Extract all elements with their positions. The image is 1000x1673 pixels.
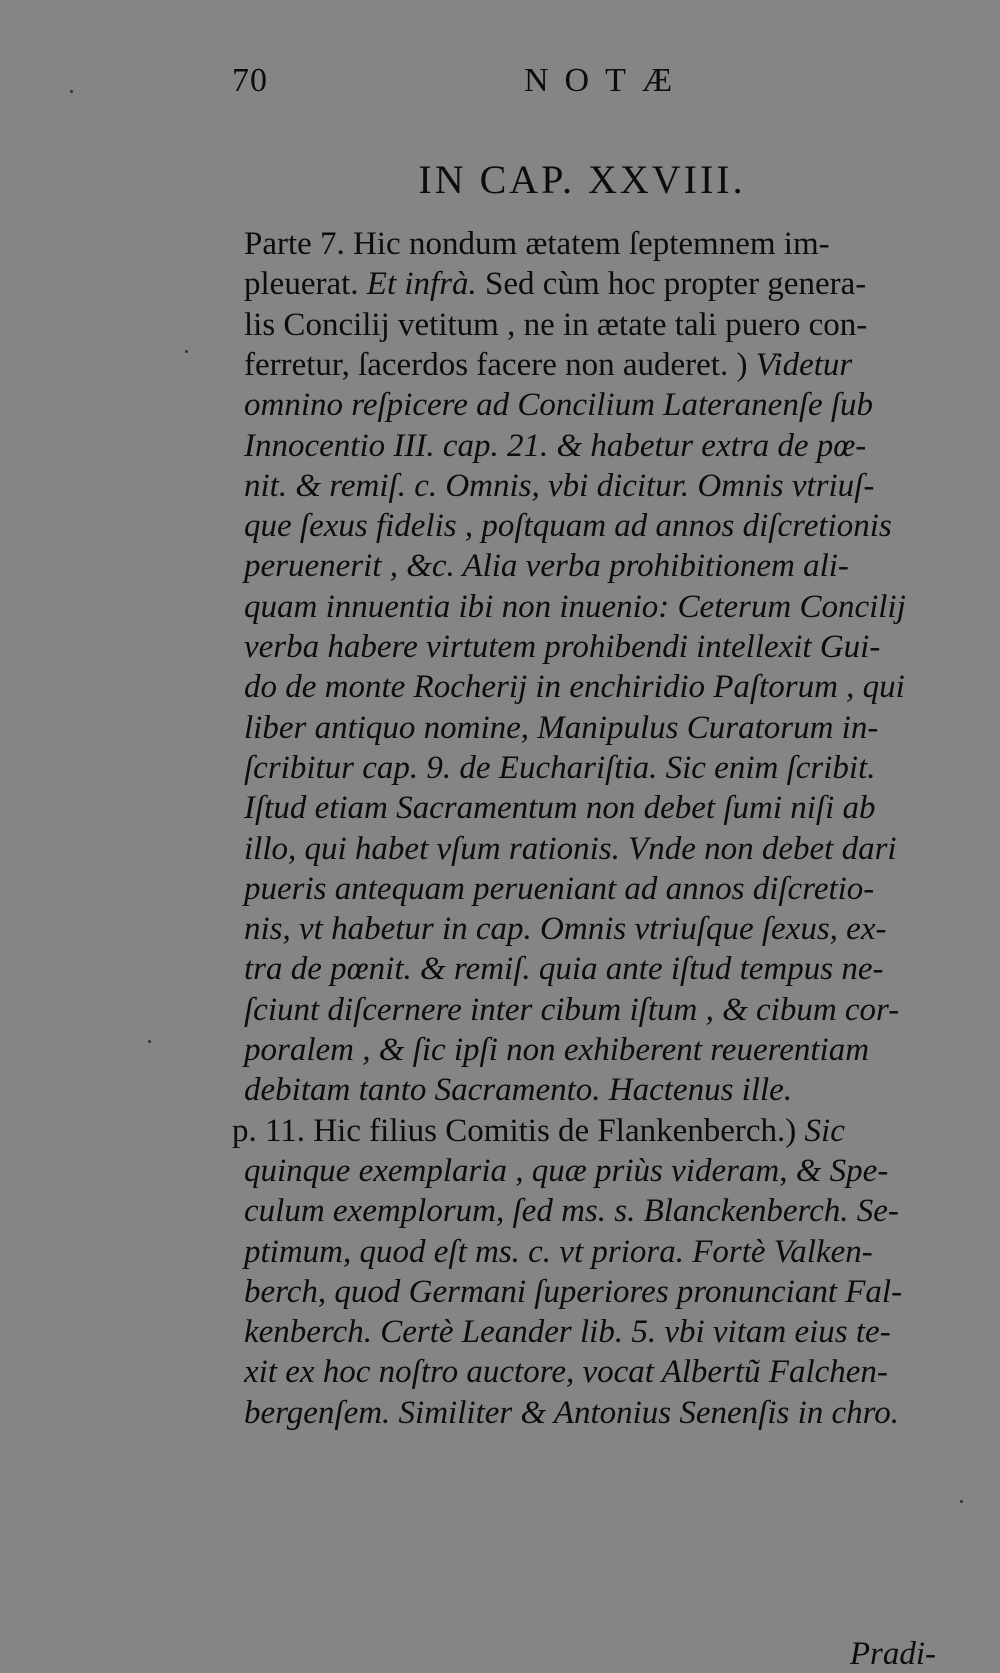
text-line xyxy=(244,385,873,429)
text-run: berch, quod Germani ſuperiores pronunciant Fal- xyxy=(244,1273,903,1310)
text-line xyxy=(244,224,830,268)
text-line xyxy=(244,1232,873,1276)
text-run: liber antiquo nomine, Manipulus Curatorum in- xyxy=(244,709,879,746)
text-line xyxy=(244,909,886,953)
text-line xyxy=(244,1312,891,1356)
text-run: ſcribitur cap. 9. de Euchariſtia. Sic enim ſcribit. xyxy=(244,749,876,786)
text-run: omnino reſpicere ad Concilium Lateranenſe ſub xyxy=(244,387,874,424)
text-line xyxy=(244,1151,888,1195)
page-speck xyxy=(960,1500,963,1503)
text-line xyxy=(244,264,866,308)
text-line xyxy=(244,990,899,1034)
text-line xyxy=(244,1030,869,1074)
text-line xyxy=(244,1070,792,1114)
text-run: ptimum, quod eſt ms. c. vt priora. Fortè Valken- xyxy=(244,1233,873,1270)
text-run: peruenerit , &c. Alia verba prohibitionem ali- xyxy=(244,548,849,585)
text-line xyxy=(244,305,867,349)
text-line xyxy=(244,546,849,590)
text-run: Iſtud etiam Sacramentum non debet ſumi niſi ab xyxy=(244,790,876,827)
text-run: xit ex hoc noſtro auctore, vocat Albertũ Falchen- xyxy=(244,1354,888,1391)
text-run: nis, vt habetur in cap. Omnis vtriuſque ſexus, ex- xyxy=(244,911,887,948)
text-run: p. 11. Hic filius Comitis de Flankenberch.) xyxy=(232,1112,805,1149)
text-line xyxy=(244,788,876,832)
text-line xyxy=(244,1272,902,1316)
text-line xyxy=(244,345,852,389)
text-line xyxy=(244,506,892,550)
text-run: pueris antequam perueniant ad annos diſcretio- xyxy=(244,870,875,907)
text-run: nit. & remiſ. c. Omnis, vbi dicitur. Omnis vtriuſ- xyxy=(244,467,875,504)
text-run: lis Concilij vetitum , ne in ætate tali puero con- xyxy=(244,306,868,343)
text-line xyxy=(244,1352,888,1396)
page-header xyxy=(232,62,932,112)
text-run: Sed cùm hoc propter genera- xyxy=(476,266,867,303)
text-run: que ſexus fidelis , poſtquam ad annos diſcretionis xyxy=(244,508,892,545)
text-run: verba habere virtutem prohibendi intellexit Gui- xyxy=(244,629,881,665)
text-run: pleuerat. xyxy=(244,266,367,303)
text-run: kenberch. Certè Leander lib. 5. vbi vitam eius te- xyxy=(244,1314,891,1351)
text-run: ſciunt diſcernere inter cibum iſtum , & cibum cor- xyxy=(244,991,900,1028)
text-run: do de monte Rocherij in enchiridio Paſtorum , qui xyxy=(244,669,905,706)
text-line xyxy=(244,708,878,752)
text-line xyxy=(244,466,874,510)
text-line xyxy=(244,829,897,873)
running-head: NOTÆ xyxy=(524,62,689,99)
text-run: bergenſem. Similiter & Antonius Senenſis in chro. xyxy=(244,1394,900,1431)
chapter-title: IN CAP. XXVIII. xyxy=(418,157,746,202)
text-run: ferretur, ſacerdos facere non auderet. ) xyxy=(244,346,756,383)
text-run: Sic xyxy=(804,1112,845,1149)
text-run: culum exemplorum, ſed ms. s. Blanckenberch. Se- xyxy=(244,1193,899,1230)
text-run: Videtur xyxy=(755,346,853,383)
text-run: tra de pœnit. & remiſ. quia ante iſtud tempus ne- xyxy=(244,951,884,988)
text-line xyxy=(244,426,866,470)
text-line xyxy=(244,667,905,711)
text-line xyxy=(244,1393,899,1437)
text-line xyxy=(244,869,874,913)
text-run: Et infrà. xyxy=(366,266,477,303)
text-run: poralem , & ſic ipſi non exhiberent reuerentiam xyxy=(244,1032,870,1068)
text-run: Innocentio III. cap. 21. & habetur extra de pœ- xyxy=(244,427,867,464)
text-run: debitam tanto Sacramento. Hactenus ille. xyxy=(244,1072,793,1109)
text-line xyxy=(244,949,883,993)
text-line xyxy=(244,748,876,792)
page-speck xyxy=(148,1040,151,1043)
text-line xyxy=(244,1191,899,1235)
text-line xyxy=(244,587,906,631)
text-run: quinque exemplaria , quæ priùs videram, & Spe- xyxy=(244,1152,889,1189)
text-run: quam innuentia ibi non inuenio: Ceterum Concilij xyxy=(244,588,906,625)
text-line xyxy=(244,627,880,671)
page-speck xyxy=(70,90,73,93)
text-run: Parte 7. Hic nondum ætatem ſeptemnem im- xyxy=(244,226,830,262)
page-number: 70 xyxy=(232,62,268,99)
catchword: Pradi- xyxy=(849,1636,936,1672)
text-run: illo, qui habet vſum rationis. Vnde non debet dari xyxy=(244,830,897,867)
page-speck xyxy=(185,350,188,353)
text-line xyxy=(232,1111,845,1155)
